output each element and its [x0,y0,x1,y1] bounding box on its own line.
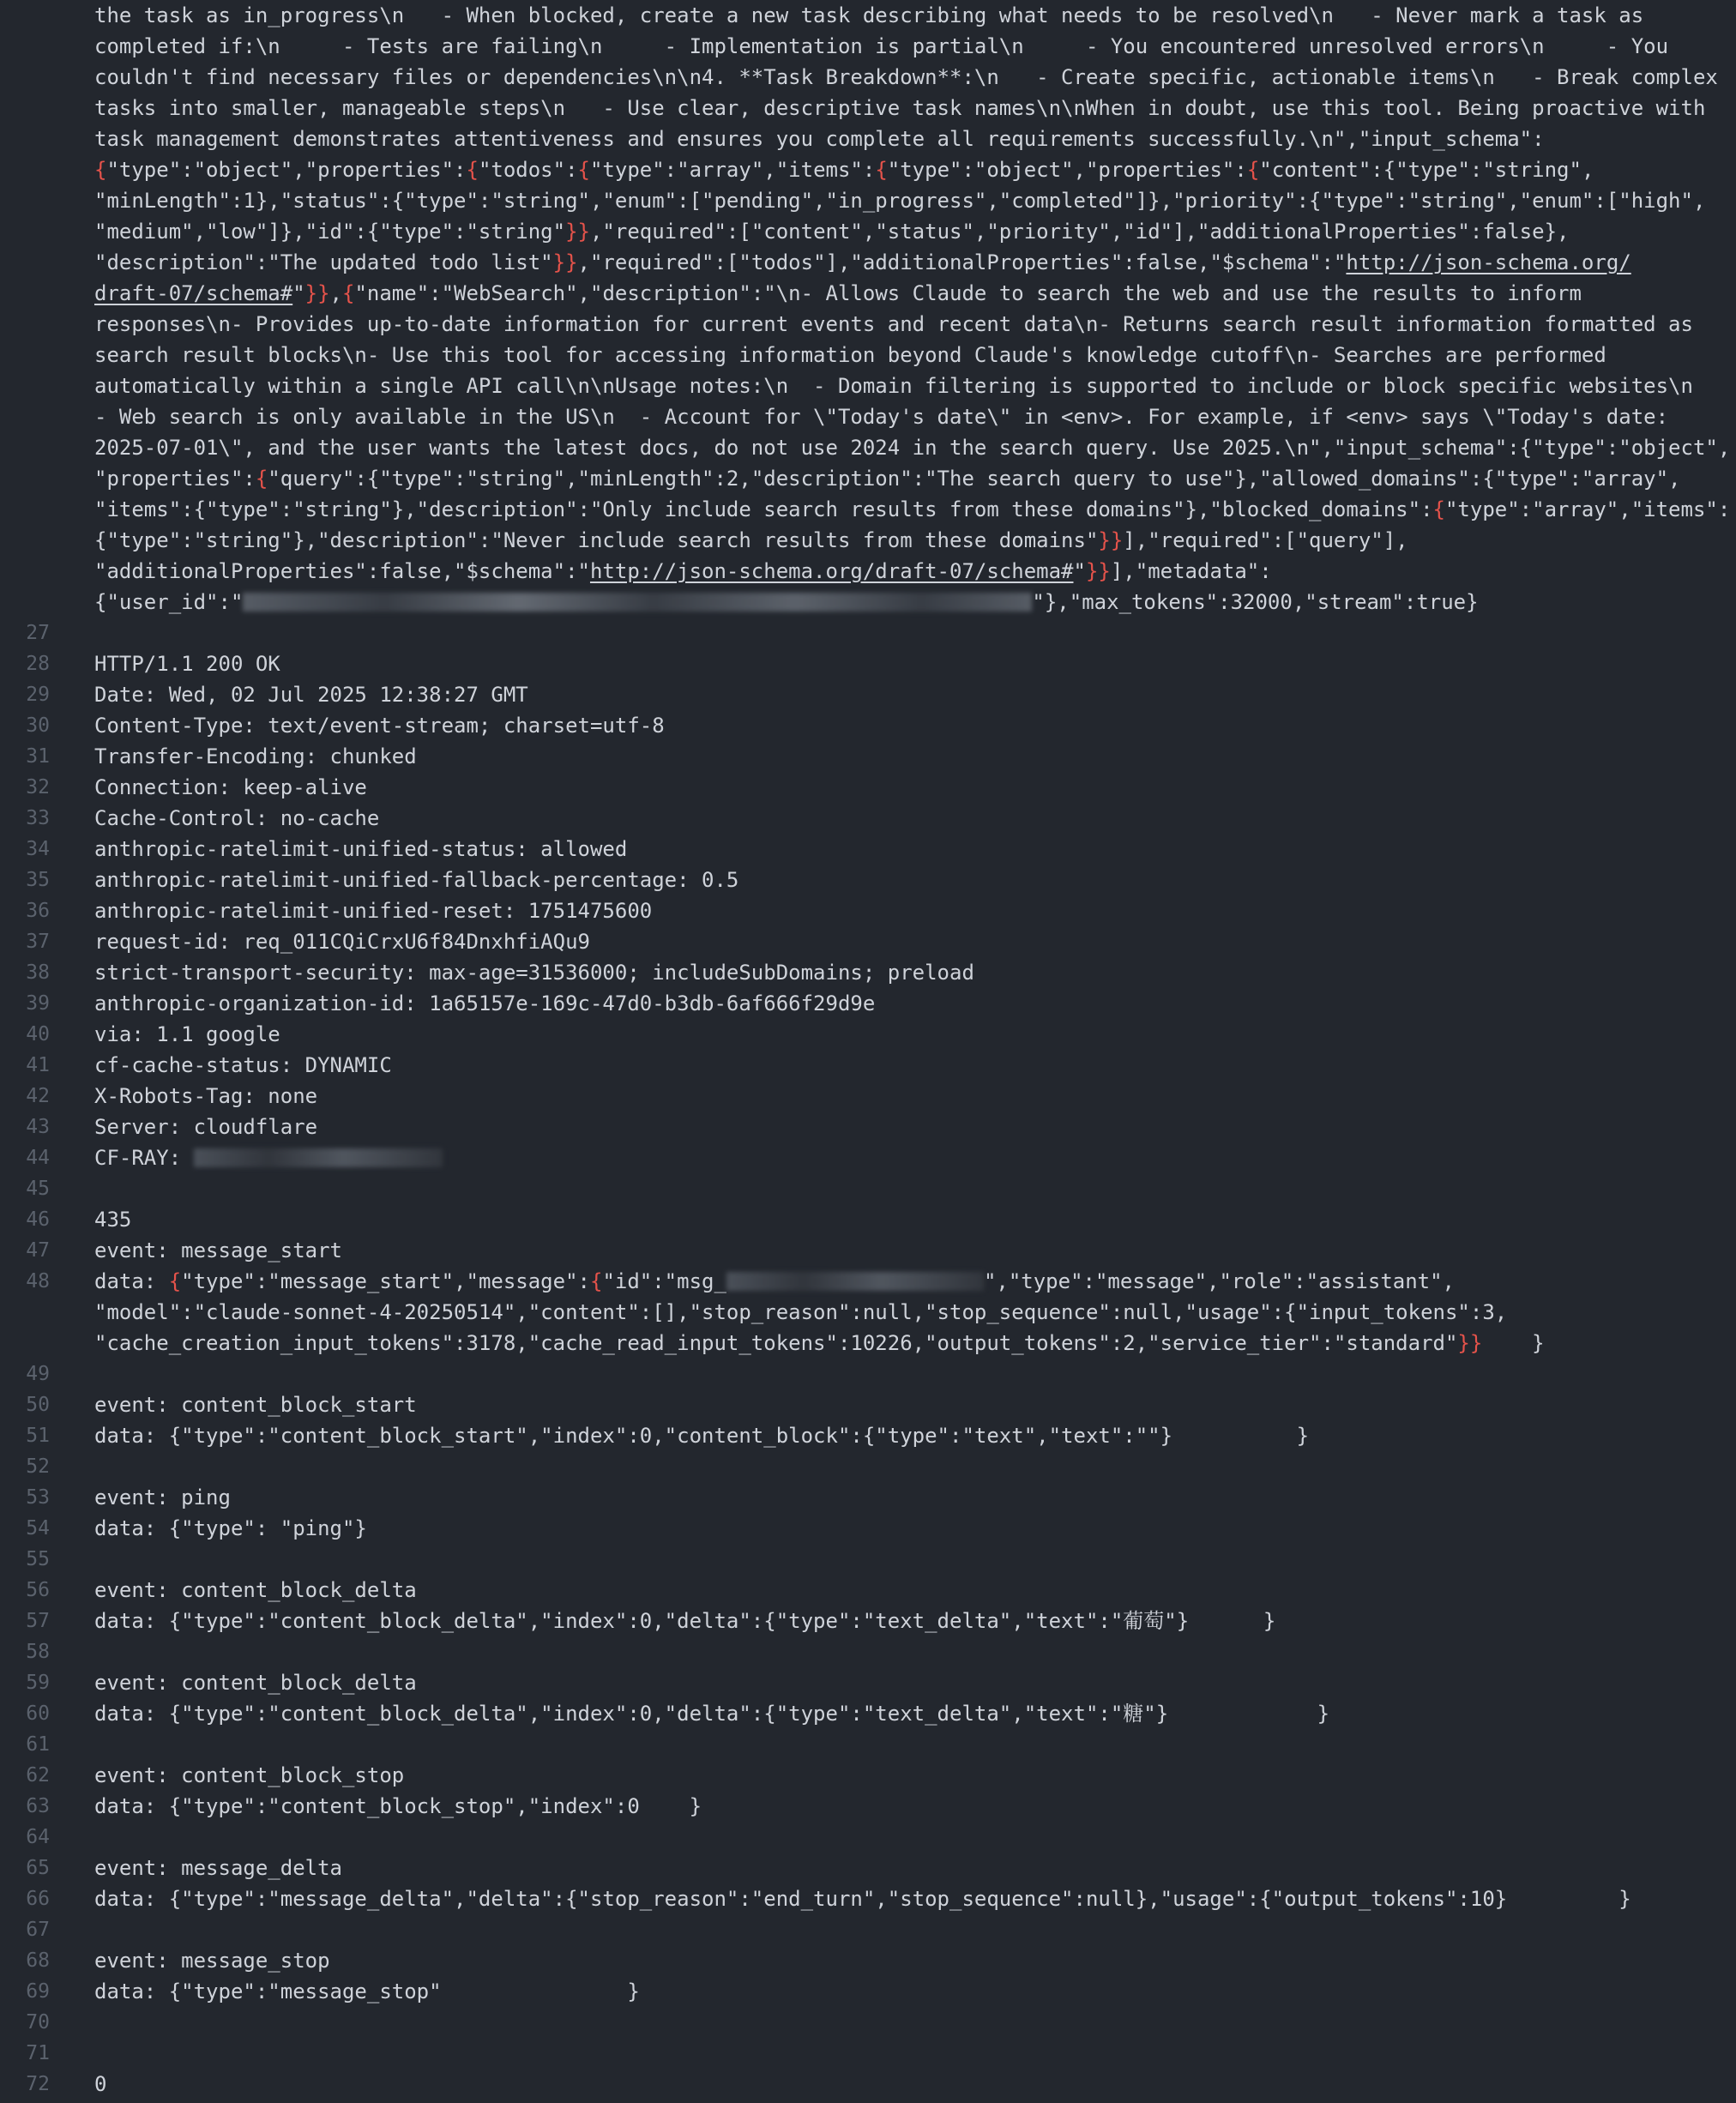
line-number: 51 [26,1425,50,1447]
code-line: Cache-Control: no-cache [94,806,380,830]
line-number: 61 [26,1733,50,1756]
line-number: 70 [26,2011,50,2034]
line-number: 52 [26,1455,50,1478]
code-line: Content-Type: text/event-stream; charset=utf-8 [94,714,665,738]
code-line: data: {"type":"content_block_delta","index":0,"delta":{"type":"text_delta","text":"糖"} } [94,1702,1330,1726]
bracket-highlight: { [1246,158,1260,182]
code-line: "model":"claude-sonnet-4-20250514","content":[],"stop_reason":null,"stop_sequence":null,"usage":{"input_tokens":3, [94,1300,1508,1324]
line-number: 29 [26,684,50,706]
code-line: Transfer-Encoding: chunked [94,744,417,768]
bracket-highlight: { [94,158,107,182]
line-number: 39 [26,992,50,1015]
code-line: anthropic-ratelimit-unified-reset: 1751475600 [94,899,653,923]
bracket-highlight: } [1457,1331,1470,1355]
bracket-highlight: } [1469,1331,1483,1355]
bracket-highlight: } [317,281,330,305]
line-number: 31 [26,745,50,768]
code-line: task management demonstrates attentiveness and ensures you complete all requirements successfully.\n","input_schema": [94,127,1545,151]
code-line: 435 [94,1208,132,1232]
code-line: "cache_creation_input_tokens":3178,"cache_read_input_tokens":10226,"output_tokens":2,"service_tier":"standard"}} } [94,1331,1545,1355]
bracket-highlight: } [1098,559,1111,583]
line-number: 30 [26,714,50,737]
bracket-highlight: { [168,1269,182,1293]
bracket-highlight: { [342,281,355,305]
line-number: 54 [26,1517,50,1540]
code-line: draft-07/schema#"}},{"name":"WebSearch","description":"\n- Allows Claude to search the web and use the results to inform [94,281,1582,305]
line-number: 41 [26,1054,50,1076]
code-line: "items":{"type":"string"},"description":"Only include search results from these domains"},"blocked_domains":{"type":"array","items": [94,497,1731,521]
line-number: 37 [26,931,50,953]
code-line: HTTP/1.1 200 OK [94,652,280,676]
line-number: 62 [26,1764,50,1787]
code-line: event: ping [94,1485,231,1509]
code-line: event: content_block_stop [94,1763,405,1787]
line-number: 46 [26,1208,50,1231]
line-number: 55 [26,1548,50,1570]
bracket-highlight: { [1432,497,1445,521]
code-line: event: message_stop [94,1949,330,1973]
line-number: 47 [26,1239,50,1262]
line-number: 36 [26,900,50,922]
code-line: via: 1.1 google [94,1022,280,1046]
line-number: 58 [26,1641,50,1663]
code-line: "description":"The updated todo list"}},"required":["todos"],"additionalProperties":false,"$schema":"http://json-schema.org/ [94,250,1631,274]
code-line: "medium","low"]},"id":{"type":"string"}},"required":["content","status","priority","id"],"additionalProperties":false}, [94,220,1570,244]
code-line: completed if:\n - Tests are failing\n - Implementation is partial\n - You encountered unresolved errors\n - You [94,34,1669,58]
line-number: 66 [26,1888,50,1910]
code-line: 2025-07-01\", and the user wants the latest docs, do not use 2024 in the search query. Use 2025.\n","input_schema":{"type":"object", [94,436,1731,460]
line-number: 71 [26,2042,50,2064]
schema-link[interactable]: http://json-schema.org/draft-07/schema# [589,559,1074,583]
code-line: event: message_delta [94,1856,342,1880]
code-line: data: {"type":"content_block_stop","index":0 } [94,1794,702,1818]
schema-link[interactable]: http://json-schema.org/ [1346,250,1631,274]
line-number: 44 [26,1147,50,1169]
bracket-highlight: } [1085,559,1099,583]
redacted-user-id [243,593,1032,612]
bracket-highlight: } [1098,528,1111,552]
code-line: {"user_id":" "},"max_tokens":32000,"stream":true} [94,590,1479,614]
code-line: event: content_block_delta [94,1578,417,1602]
line-number: 72 [26,2073,50,2095]
line-number: 45 [26,1178,50,1200]
code-line: event: content_block_delta [94,1671,417,1695]
line-number: 43 [26,1116,50,1138]
code-line: "additionalProperties":false,"$schema":"http://json-schema.org/draft-07/schema#"}}],"metadata": [94,559,1272,583]
code-line: event: message_start [94,1238,342,1262]
code-line: "properties":{"query":{"type":"string","minLength":2,"description":"The search query to use"},"allowed_domains":{"type":"array", [94,467,1681,491]
line-number: 68 [26,1949,50,1972]
bracket-highlight: } [577,220,590,244]
line-number: 35 [26,869,50,891]
line-number: 63 [26,1795,50,1817]
line-number: 38 [26,961,50,984]
redacted-message-id [726,1272,984,1291]
line-number: 57 [26,1610,50,1632]
code-line: data: {"type":"message_start","message":{"id":"msg_ ","type":"message","role":"assistant", [94,1269,1456,1293]
code-line: anthropic-ratelimit-unified-fallback-percentage: 0.5 [94,868,739,892]
line-number: 49 [26,1363,50,1385]
line-number: 42 [26,1085,50,1107]
code-line: data: {"type": "ping"} [94,1516,367,1540]
code-line: couldn't find necessary files or dependencies\n\n4. **Task Breakdown**:\n - Create specific, actionable items\n - Break complex [94,65,1718,89]
redacted-cf-ray [194,1148,443,1167]
code-line: data: {"type":"message_stop" } [94,1979,640,2004]
code-line: - Web search is only available in the US\n - Account for \"Today's date\" in <env>. For example, if <env> says \"Today's date: [94,405,1669,429]
schema-link[interactable]: draft-07/schema# [94,281,293,305]
code-line: Date: Wed, 02 Jul 2025 12:38:27 GMT [94,683,528,707]
code-line: anthropic-ratelimit-unified-status: allowed [94,837,628,861]
bracket-highlight: { [466,158,479,182]
code-line: tasks into smaller, manageable steps\n - Use clear, descriptive task names\n\nWhen in doubt, use this tool. Being proactive with [94,96,1706,120]
code-line: CF-RAY: [94,1142,443,1173]
line-number: 65 [26,1857,50,1879]
line-number: 34 [26,838,50,860]
bracket-highlight: } [565,250,578,274]
line-number: 64 [26,1826,50,1848]
line-number: 32 [26,776,50,798]
line-number: 27 [26,622,50,644]
code-line: X-Robots-Tag: none [94,1084,318,1108]
code-line: data: {"type":"content_block_start","index":0,"content_block":{"type":"text","text":""} } [94,1424,1310,1448]
line-number: 60 [26,1702,50,1725]
code-line: data: {"type":"message_delta","delta":{"stop_reason":"end_turn","stop_sequence":null},"usage":{"output_tokens":10} } [94,1887,1631,1911]
code-line: 0 [94,2072,107,2096]
code-line: the task as in_progress\n - When blocked, create a new task describing what needs to be resolved\n - Never mark a task as [94,3,1644,27]
code-line: "minLength":1},"status":{"type":"string","enum":["pending","in_progress","completed"]},"priority":{"type":"string","enum":["high", [94,189,1706,213]
bracket-highlight: } [1110,528,1124,552]
bracket-highlight: } [552,250,566,274]
code-line: strict-transport-security: max-age=31536000; includeSubDomains; preload [94,961,974,985]
line-number: 33 [26,807,50,829]
code-line: Server: cloudflare [94,1115,318,1139]
line-number: 53 [26,1486,50,1509]
code-line: search result blocks\n- Use this tool for accessing information beyond Claude's knowledge cutoff\n- Searches are performed [94,343,1606,367]
line-number: 48 [26,1270,50,1293]
line-number: 28 [26,653,50,675]
bracket-highlight: { [875,158,888,182]
bracket-highlight: } [565,220,578,244]
bracket-highlight: { [589,1269,603,1293]
line-number: 67 [26,1919,50,1941]
code-line: {"type":"string"},"description":"Never include search results from these domains"}}],"required":["query"], [94,528,1408,552]
code-line: anthropic-organization-id: 1a65157e-169c-47d0-b3db-6af666f29d9e [94,991,876,1015]
code-line: cf-cache-status: DYNAMIC [94,1053,392,1077]
line-number: 56 [26,1579,50,1601]
code-line: responses\n- Provides up-to-date information for current events and recent data\n- Returns search result information formatted as [94,312,1693,336]
code-line: request-id: req_011CQiCrxU6f84DnxhfiAQu9 [94,930,590,954]
code-line: data: {"type":"content_block_delta","index":0,"delta":{"type":"text_delta","text":"葡萄"} } [94,1609,1276,1633]
bracket-highlight: } [304,281,318,305]
line-number: 50 [26,1394,50,1416]
code-line: {"type":"object","properties":{"todos":{"type":"array","items":{"type":"object","properties":{"content":{"type":"string", [94,158,1594,182]
bracket-highlight: { [255,467,268,491]
code-line: event: content_block_start [94,1393,417,1417]
line-number: 69 [26,1980,50,2003]
line-number: 40 [26,1023,50,1045]
line-number: 59 [26,1672,50,1694]
code-line: automatically within a single API call\n\nUsage notes:\n - Domain filtering is supported to include or block specific websites\n [94,374,1693,398]
code-line: Connection: keep-alive [94,775,367,799]
bracket-highlight: { [577,158,590,182]
